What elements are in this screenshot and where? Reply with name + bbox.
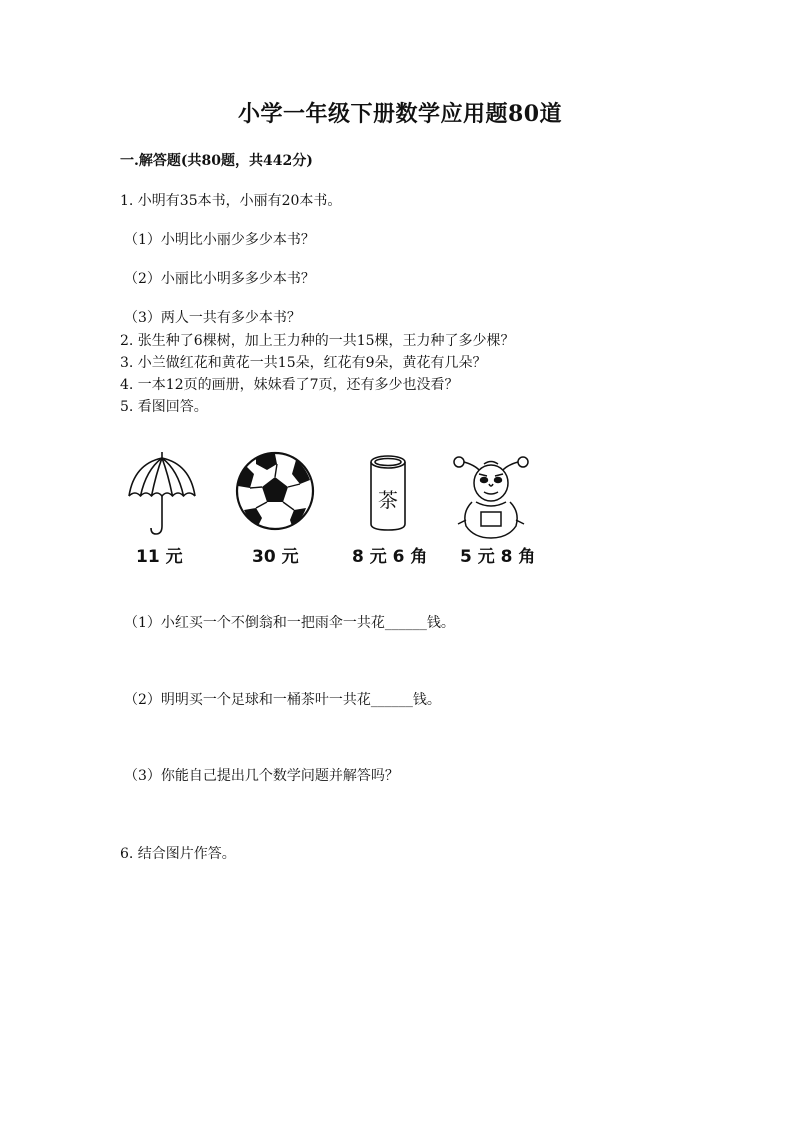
umbrella-icon (126, 450, 198, 540)
question-3: 3. 小兰做红花和黄花一共15朵，红花有9朵，黄花有几朵？ (120, 355, 487, 371)
tea-canister-icon (366, 450, 410, 532)
question-1-part-2: （2）小丽比小明多多少本书？ (124, 271, 315, 287)
umbrella-price: 11 元 (136, 547, 183, 567)
soccer-ball-icon (234, 450, 316, 532)
question-1-part-1: （1）小明比小丽少多少本书？ (124, 232, 315, 248)
question-5-part-2: （2）明明买一个足球和一桶茶叶一共花______钱。 (124, 692, 441, 708)
soccer-ball-price: 30 元 (252, 547, 299, 567)
question-1-stem: 1. 小明有35本书，小丽有20本书。 (120, 193, 342, 209)
question-5-part-1: （1）小红买一个不倒翁和一把雨伞一共花______钱。 (124, 615, 455, 631)
tumbler-doll-icon (448, 450, 534, 540)
section-heading: 一.解答题(共80题，共442分) (120, 153, 313, 169)
question-5-part-3: （3）你能自己提出几个数学问题并解答吗？ (124, 768, 399, 784)
question-4: 4. 一本12页的画册，妹妹看了7页，还有多少也没看？ (120, 377, 459, 393)
question-6: 6. 结合图片作答。 (120, 846, 236, 862)
tea-label: 茶 (378, 488, 398, 512)
tumbler-doll-price: 5 元 8 角 (460, 547, 536, 567)
price-picture (118, 450, 558, 580)
question-5-stem: 5. 看图回答。 (120, 399, 208, 415)
question-2: 2. 张生种了6棵树，加上王力种的一共15棵，王力种了多少棵？ (120, 333, 515, 349)
tea-canister-price: 8 元 6 角 (352, 547, 428, 567)
page-title: 小学一年级下册数学应用题80道 (237, 101, 563, 127)
question-1-part-3: （3）两人一共有多少本书？ (124, 310, 301, 326)
